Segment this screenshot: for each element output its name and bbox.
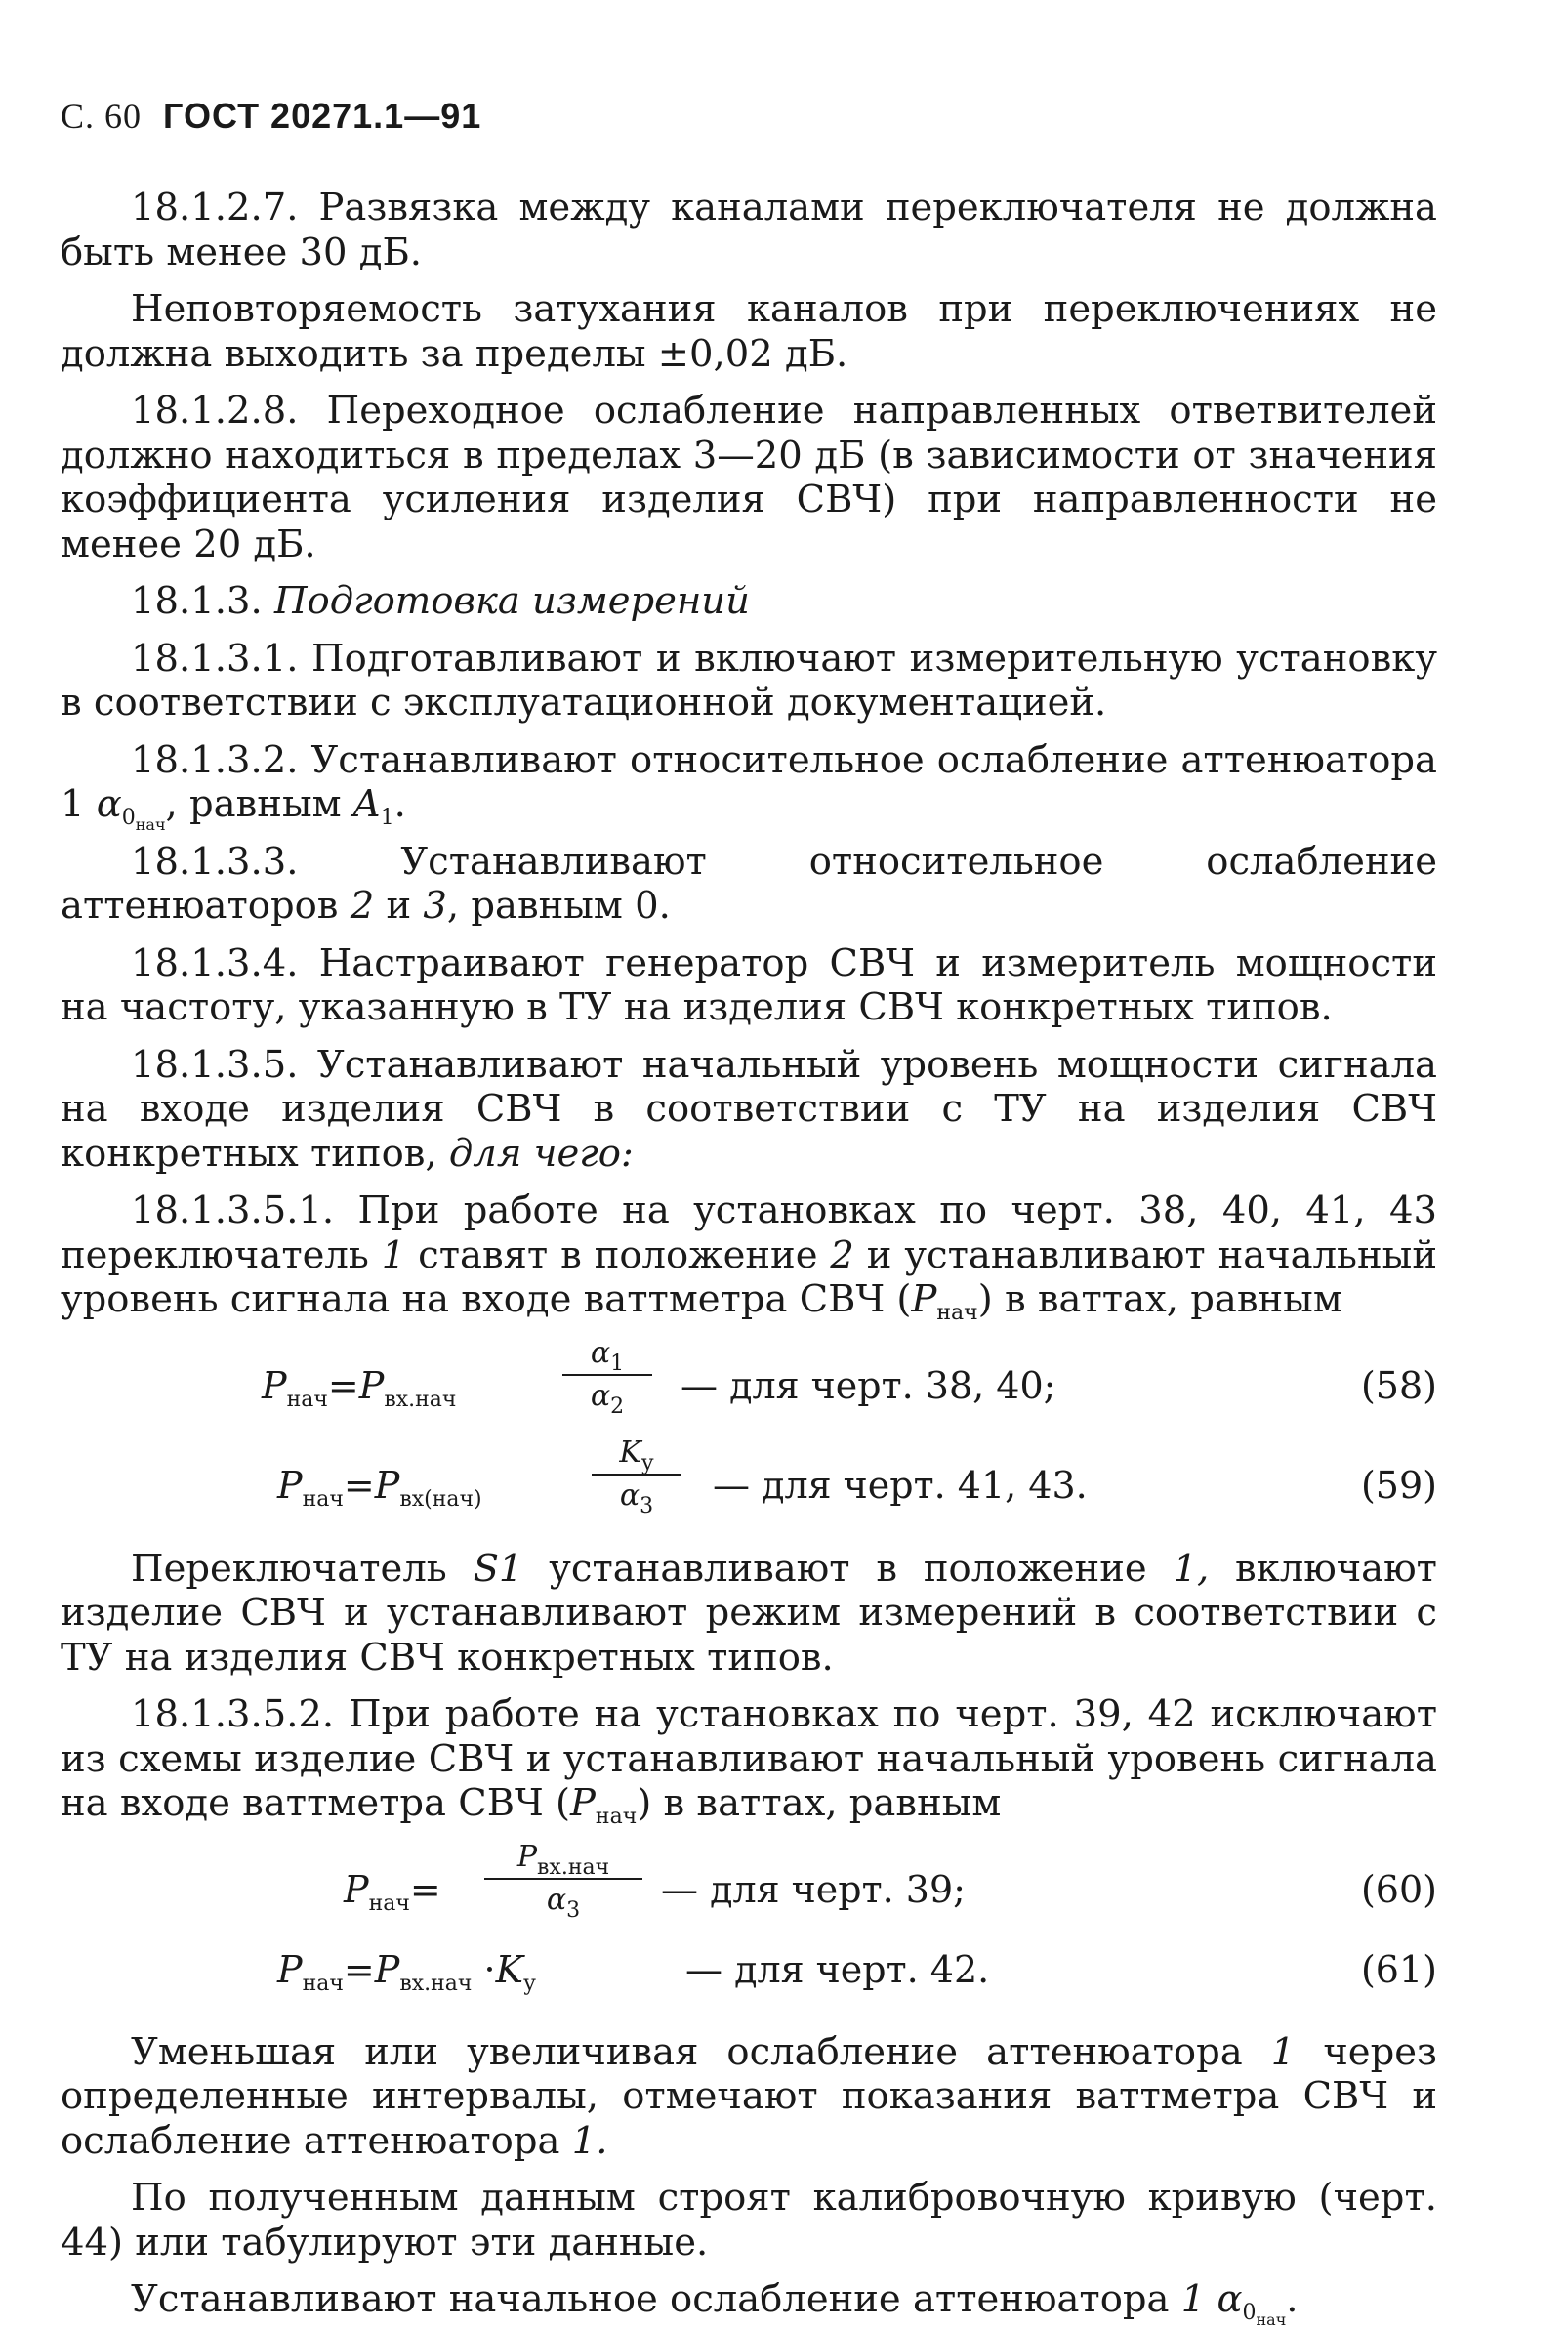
paragraph-switch-s1: Переключатель S1 устанавливают в положение 1, включают изделие СВЧ и устанавливают режим измерений в соответствии с ТУ на изделия СВЧ конкретных типов. bbox=[61, 1546, 1437, 1680]
paragraph-18-1-3-3: 18.1.3.3. Устанавливают относительное ослабление аттенюаторов 2 и 3, равным 0. bbox=[61, 839, 1437, 928]
section-heading-18-1-3: 18.1.3. Подготовка измерений bbox=[131, 579, 750, 623]
paragraph-18-1-3-5: 18.1.3.5. Устанавливают начальный уровень мощности сигнала на входе изделия СВЧ в соответствии с ТУ на изделия СВЧ конкретных типов, для чего: bbox=[61, 1042, 1437, 1176]
paragraph-calibration-curve: По полученным данным строят калибровочную кривую (черт. 44) или табулируют эти данные. bbox=[61, 2176, 1437, 2265]
paragraph-18-1-3-5-2: 18.1.3.5.2. При работе на установках по черт. 39, 42 исключают из схемы изделие СВЧ и устанавливают начальный уровень сигнала на входе ваттметра СВЧ $(P_{нач})$ в ваттах, равным bbox=[61, 1692, 1437, 1829]
formula-60: $P_{нач}=$ $P_{вх.нач}$ $\alpha_3$ — для черт. 39; (60) bbox=[344, 1839, 1437, 1923]
formula-59: $P_{нач}=P_{вх(нач)}$ $K_у$ $\alpha_3$ — для черт. 41, 43. (59) bbox=[277, 1435, 1437, 1518]
paragraph-18-1-3-4: 18.1.3.4. Настраивают генератор СВЧ и измеритель мощности на частоту, указанную в ТУ на изделия СВЧ конкретных типов. bbox=[61, 940, 1437, 1029]
formula-58: $P_{нач}=P_{вх.нач}$ $\alpha_1$ $\alpha_2$ — для черт. 38, 40; (58) bbox=[262, 1335, 1437, 1419]
fraction: $P_{вх.нач}$ $\alpha_3$ bbox=[480, 1839, 646, 1919]
paragraph-initial-attenuation: Устанавливают начальное ослабление аттенюатора 1 $\alpha_{0_{нач}}$. bbox=[131, 2277, 1299, 2329]
paragraph-18-1-2-7: 18.1.2.7. Развязка между каналами переключателя не должна быть менее 30 дБ. bbox=[61, 186, 1437, 274]
fraction: $\alpha_1$ $\alpha_2$ bbox=[558, 1335, 656, 1415]
page-header bbox=[61, 96, 481, 137]
section-title: Подготовка измерений bbox=[273, 579, 750, 623]
standard-code: ГОСТ 20271.1—91 bbox=[163, 96, 482, 136]
paragraph-non-repeatability: Неповторяемость затухания каналов при переключениях не должна выходить за пределы ±0,02 дБ. bbox=[61, 287, 1437, 376]
equation-number: (58) bbox=[1360, 1363, 1437, 1407]
equation-number: (61) bbox=[1360, 1947, 1437, 1991]
paragraph-18-1-2-8: 18.1.2.8. Переходное ослабление направленных ответвителей должно находиться в пределах 3—20 дБ (в зависимости от значения коэффициента усиления изделия СВЧ) при направленности не менее 20 дБ. bbox=[61, 389, 1437, 566]
paragraph-18-1-3-2: 18.1.3.2. Устанавливают относительное ослабление аттенюатора 1 $\alpha_{0_{нач}}$, равным $A_1$. bbox=[61, 737, 1437, 834]
paragraph-calibration-steps: Уменьшая или увеличивая ослабление аттенюатора 1 через определенные интервалы, отмечают показания ваттметра СВЧ и ослабление аттенюатора 1. bbox=[61, 2029, 1437, 2163]
paragraph-18-1-3-1: 18.1.3.1. Подготавливают и включают измерительную установку в соответствии с эксплуатационной документацией. bbox=[61, 636, 1437, 725]
fraction: $K_у$ $\alpha_3$ bbox=[588, 1435, 685, 1515]
document-body bbox=[61, 186, 1437, 2329]
paragraph-18-1-3-5-1: 18.1.3.5.1. При работе на установках по черт. 38, 40, 41, 43 переключатель 1 ставят в положение 2 и устанавливают начальный уровень сигнала на входе ваттметра СВЧ $(P_{нач})$ в ваттах, равным bbox=[61, 1188, 1437, 1325]
page-number: С. 60 bbox=[61, 97, 143, 136]
formula-61: $P_{нач}=P_{вх.нач} \cdot K_у$ — для черт. 42. (61) bbox=[277, 1947, 1437, 1996]
equation-number: (60) bbox=[1360, 1867, 1437, 1911]
equation-number: (59) bbox=[1360, 1463, 1437, 1507]
